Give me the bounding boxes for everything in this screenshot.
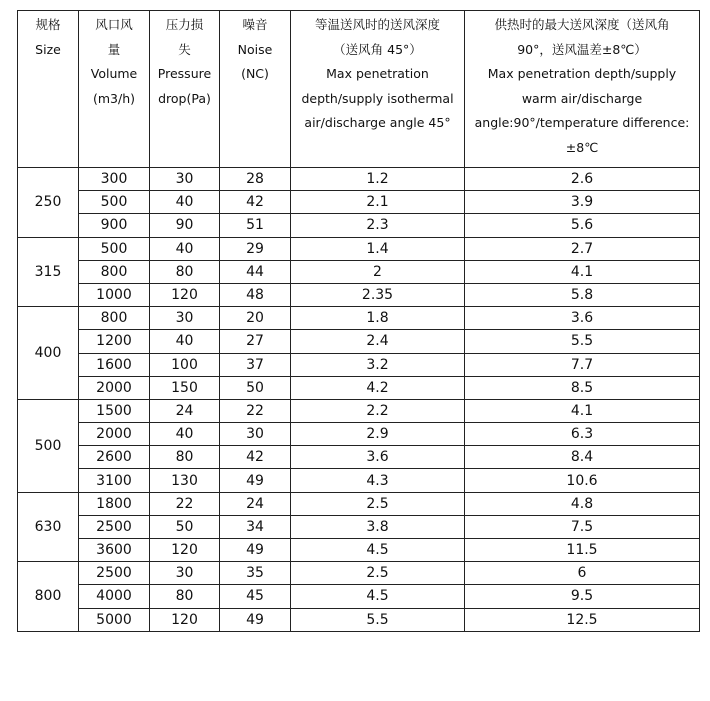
header-line: 等温送风时的送风深度 (314, 17, 440, 32)
volume-cell: 500 (79, 237, 150, 260)
table-row (18, 376, 700, 399)
volume-cell: 2500 (79, 562, 150, 585)
table-row (18, 191, 700, 214)
noise-cell: 42 (220, 446, 291, 469)
isothermal-depth-cell: 2.4 (291, 330, 465, 353)
table-row (18, 492, 700, 515)
isothermal-depth-cell: 5.5 (291, 608, 465, 631)
header-line: (m3/h) (92, 90, 136, 106)
warm-air-depth-cell: 3.6 (465, 307, 700, 330)
noise-cell: 35 (220, 562, 291, 585)
header-row (18, 11, 700, 168)
header-line: (NC) (241, 66, 269, 82)
noise-cell: 48 (220, 283, 291, 306)
header-line: 失 (178, 41, 191, 57)
header-line: Pressure (157, 66, 212, 82)
warm-air-depth-cell: 12.5 (465, 608, 700, 631)
table-body (18, 168, 700, 632)
pressure-drop-cell: 50 (150, 515, 220, 538)
noise-cell: 51 (220, 214, 291, 237)
volume-cell: 300 (79, 168, 150, 191)
noise-cell: 24 (220, 492, 291, 515)
isothermal-depth-cell: 3.8 (291, 515, 465, 538)
noise-cell: 27 (220, 330, 291, 353)
noise-cell: 20 (220, 307, 291, 330)
isothermal-depth-cell: 2.1 (291, 191, 465, 214)
header-line: air/discharge angle 45° (304, 115, 451, 131)
volume-cell: 500 (79, 191, 150, 214)
pressure-drop-cell: 30 (150, 562, 220, 585)
header-line: Max penetration depth/supply (487, 66, 677, 82)
pressure-drop-cell: 40 (150, 191, 220, 214)
pressure-drop-cell: 130 (150, 469, 220, 492)
pressure-drop-cell: 90 (150, 214, 220, 237)
size-cell: 400 (18, 307, 79, 400)
isothermal-depth-cell: 2.5 (291, 492, 465, 515)
header-warm-air-depth (465, 11, 700, 168)
warm-air-depth-cell: 3.9 (465, 191, 700, 214)
warm-air-depth-cell: 6 (465, 562, 700, 585)
volume-cell: 2500 (79, 515, 150, 538)
table-row (18, 237, 700, 260)
warm-air-depth-cell: 7.5 (465, 515, 700, 538)
volume-cell: 1600 (79, 353, 150, 376)
volume-cell: 1800 (79, 492, 150, 515)
warm-air-depth-cell: 8.4 (465, 446, 700, 469)
header-noise (220, 11, 291, 168)
volume-cell: 2000 (79, 423, 150, 446)
warm-air-depth-cell: 8.5 (465, 376, 700, 399)
pressure-drop-cell: 40 (150, 330, 220, 353)
volume-cell: 3100 (79, 469, 150, 492)
isothermal-depth-cell: 2 (291, 260, 465, 283)
size-cell: 250 (18, 168, 79, 238)
warm-air-depth-cell: 5.8 (465, 283, 700, 306)
warm-air-depth-cell: 7.7 (465, 353, 700, 376)
warm-air-depth-cell: 2.6 (465, 168, 700, 191)
pressure-drop-cell: 100 (150, 353, 220, 376)
table-row (18, 423, 700, 446)
size-cell: 500 (18, 399, 79, 492)
pressure-drop-cell: 120 (150, 283, 220, 306)
volume-cell: 2000 (79, 376, 150, 399)
volume-cell: 3600 (79, 539, 150, 562)
volume-cell: 4000 (79, 585, 150, 608)
header-line: Max penetration (326, 66, 429, 82)
header-line: Size (35, 41, 61, 57)
pressure-drop-cell: 80 (150, 446, 220, 469)
warm-air-depth-cell: 6.3 (465, 423, 700, 446)
table-row (18, 608, 700, 631)
table-row (18, 515, 700, 538)
size-cell: 630 (18, 492, 79, 562)
pressure-drop-cell: 30 (150, 307, 220, 330)
header-pressure-drop (150, 11, 220, 168)
pressure-drop-cell: 150 (150, 376, 220, 399)
header-line: 量 (107, 41, 121, 57)
table-row (18, 307, 700, 330)
pressure-drop-cell: 120 (150, 539, 220, 562)
pressure-drop-cell: 120 (150, 608, 220, 631)
warm-air-depth-cell: 9.5 (465, 585, 700, 608)
pressure-drop-cell: 40 (150, 237, 220, 260)
warm-air-depth-cell: 5.6 (465, 214, 700, 237)
pressure-drop-cell: 22 (150, 492, 220, 515)
header-line: 规格 (35, 17, 61, 32)
noise-cell: 29 (220, 237, 291, 260)
isothermal-depth-cell: 2.3 (291, 214, 465, 237)
table-row (18, 539, 700, 562)
table-row (18, 330, 700, 353)
header-line: （送风角 45°） (333, 41, 422, 57)
isothermal-depth-cell: 3.6 (291, 446, 465, 469)
noise-cell: 44 (220, 260, 291, 283)
volume-cell: 1500 (79, 399, 150, 422)
isothermal-depth-cell: 3.2 (291, 353, 465, 376)
isothermal-depth-cell: 1.4 (291, 237, 465, 260)
table-row (18, 168, 700, 191)
table-row (18, 353, 700, 376)
header-line: 噪音 (242, 17, 268, 32)
isothermal-depth-cell: 4.5 (291, 585, 465, 608)
header-line: drop(Pa) (158, 90, 211, 106)
volume-cell: 1200 (79, 330, 150, 353)
volume-cell: 900 (79, 214, 150, 237)
warm-air-depth-cell: 5.5 (465, 330, 700, 353)
volume-cell: 800 (79, 307, 150, 330)
noise-cell: 49 (220, 608, 291, 631)
header-volume (79, 11, 150, 168)
header-line: 风口风 (95, 17, 133, 32)
volume-cell: 1000 (79, 283, 150, 306)
table-row (18, 562, 700, 585)
spec-table (17, 10, 700, 632)
isothermal-depth-cell: 1.2 (291, 168, 465, 191)
table-row (18, 585, 700, 608)
isothermal-depth-cell: 2.9 (291, 423, 465, 446)
table-row (18, 283, 700, 306)
volume-cell: 2600 (79, 446, 150, 469)
warm-air-depth-cell: 4.1 (465, 399, 700, 422)
table-row (18, 214, 700, 237)
header-line: warm air/discharge (521, 90, 643, 106)
size-cell: 315 (18, 237, 79, 307)
warm-air-depth-cell: 4.8 (465, 492, 700, 515)
noise-cell: 45 (220, 585, 291, 608)
isothermal-depth-cell: 2.2 (291, 399, 465, 422)
isothermal-depth-cell: 4.5 (291, 539, 465, 562)
header-line: Noise (237, 41, 273, 57)
pressure-drop-cell: 30 (150, 168, 220, 191)
pressure-drop-cell: 80 (150, 260, 220, 283)
noise-cell: 42 (220, 191, 291, 214)
noise-cell: 30 (220, 423, 291, 446)
header-line: ±8℃ (565, 139, 599, 155)
isothermal-depth-cell: 2.35 (291, 283, 465, 306)
header-line: 压力损 (165, 17, 204, 32)
header-line: Volume (90, 66, 138, 82)
pressure-drop-cell: 80 (150, 585, 220, 608)
pressure-drop-cell: 40 (150, 423, 220, 446)
table-row (18, 260, 700, 283)
noise-cell: 34 (220, 515, 291, 538)
header-line: angle:90°/temperature difference: (474, 115, 690, 131)
warm-air-depth-cell: 11.5 (465, 539, 700, 562)
noise-cell: 49 (220, 539, 291, 562)
table-row (18, 446, 700, 469)
header-isothermal-depth (291, 11, 465, 168)
header-size (18, 11, 79, 168)
isothermal-depth-cell: 1.8 (291, 307, 465, 330)
noise-cell: 28 (220, 168, 291, 191)
isothermal-depth-cell: 4.2 (291, 376, 465, 399)
size-cell: 800 (18, 562, 79, 632)
isothermal-depth-cell: 4.3 (291, 469, 465, 492)
volume-cell: 800 (79, 260, 150, 283)
table-row (18, 469, 700, 492)
noise-cell: 37 (220, 353, 291, 376)
pressure-drop-cell: 24 (150, 399, 220, 422)
header-line: depth/supply isothermal (301, 90, 454, 106)
isothermal-depth-cell: 2.5 (291, 562, 465, 585)
noise-cell: 50 (220, 376, 291, 399)
warm-air-depth-cell: 4.1 (465, 260, 700, 283)
header-line: 供热时的最大送风深度（送风角 (494, 17, 670, 32)
noise-cell: 22 (220, 399, 291, 422)
table-row (18, 399, 700, 422)
noise-cell: 49 (220, 469, 291, 492)
volume-cell: 5000 (79, 608, 150, 631)
warm-air-depth-cell: 2.7 (465, 237, 700, 260)
header-line: 90°，送风温差±8℃） (517, 41, 647, 57)
warm-air-depth-cell: 10.6 (465, 469, 700, 492)
